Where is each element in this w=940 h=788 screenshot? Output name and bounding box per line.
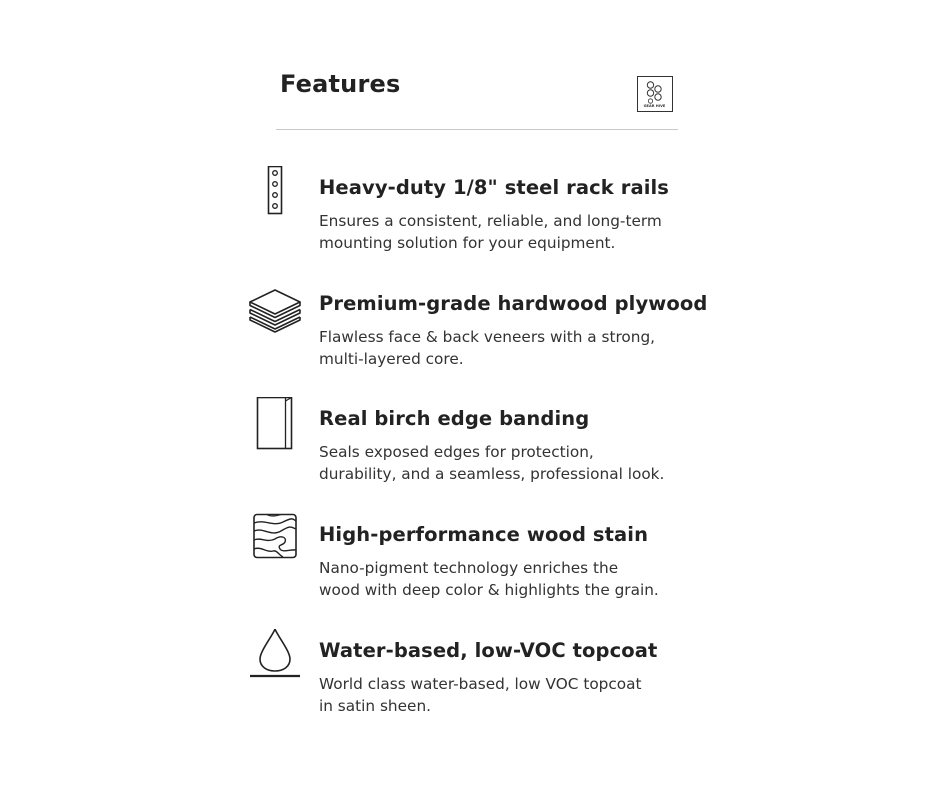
feature-description: Nano-pigment technology enriches the wood with deep color & highlights the grain. [319,559,659,599]
brand-logo [637,76,673,112]
plywood-layers-icon [247,282,303,338]
header-divider [276,129,678,130]
hexagon-cluster-logo-icon [638,77,671,110]
feature-description: World class water-based, low VOC topcoat in satin sheen. [319,675,642,715]
feature-description: Seals exposed edges for protection, durability, and a seamless, professional look. [319,443,665,483]
feature-description: Ensures a consistent, reliable, and long-term mounting solution for your equipment. [319,212,662,252]
feature-heading: Heavy-duty 1/8" steel rack rails [319,176,669,199]
edge-banding-icon [247,397,303,453]
wood-grain-icon [247,513,303,569]
logo-text: GEAR HIVE [643,104,666,109]
water-drop-icon [247,629,303,685]
page-title: Features [280,70,401,98]
feature-heading: Real birch edge banding [319,407,590,430]
feature-heading: Water-based, low-VOC topcoat [319,639,658,662]
feature-description: Flawless face & back veneers with a strong, multi-layered core. [319,328,656,368]
rack-rail-icon [247,166,303,222]
feature-heading: Premium-grade hardwood plywood [319,292,708,315]
feature-heading: High-performance wood stain [319,523,649,546]
